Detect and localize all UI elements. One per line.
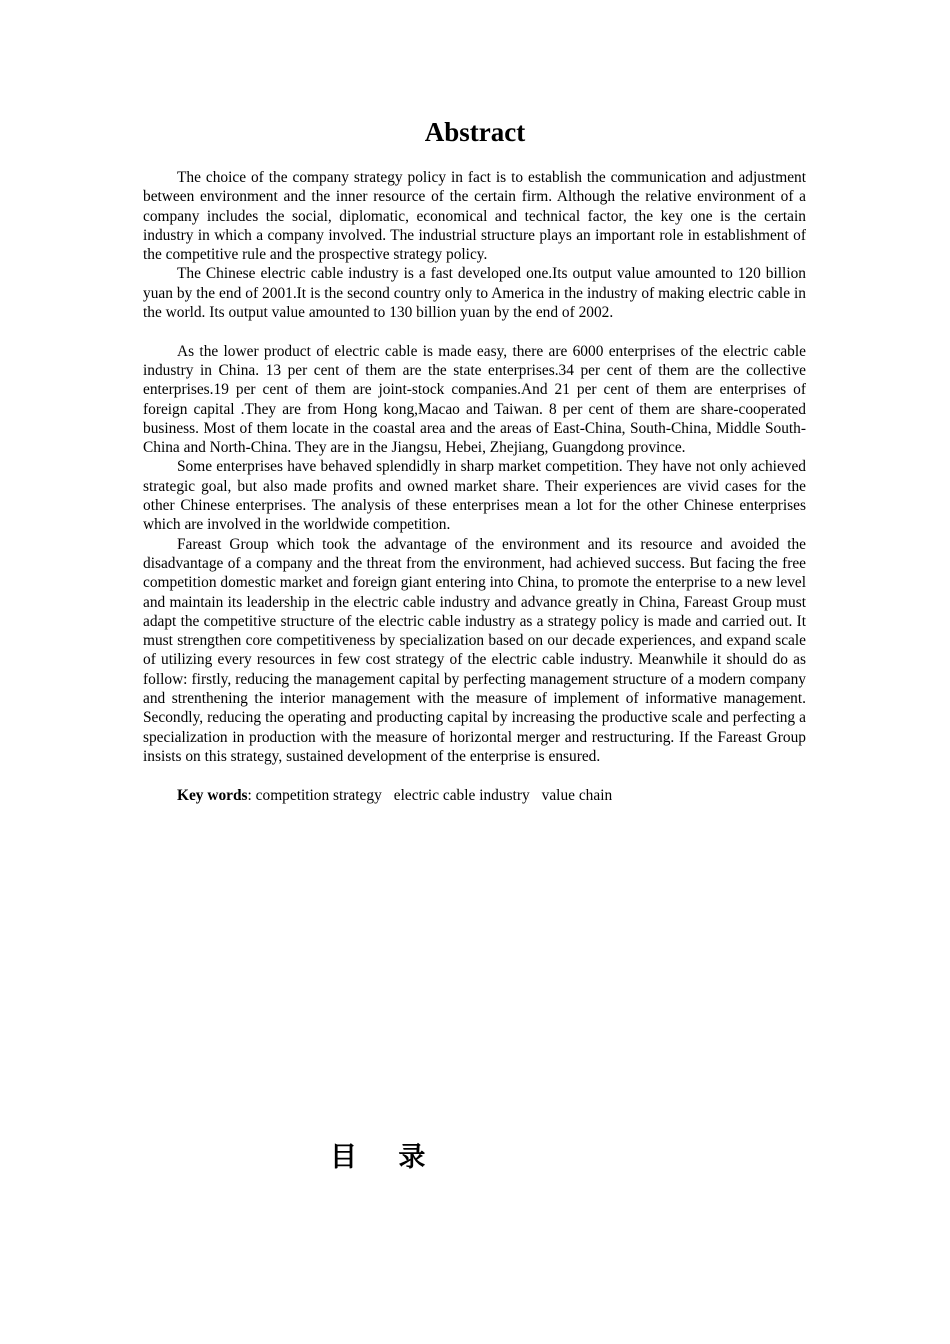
keywords-line (143, 786, 806, 805)
abstract-paragraph: As the lower product of electric cable is made easy, there are 6000 enterprises of the electric cable industry in China. 13 per cent of them are the state enterprises.34 per cent of them are the collective enterprises.19 per cent of them are joint-stock companies.And 21 per cent of them are enterprises of foreign capital .They are from Hong kong,Macao and Taiwan. 8 per cent of them are share-cooperated business. Most of them locate in the coastal area and the areas of East-China, South-China, Middle South-China and North-China. They are in the Jiangsu, Hebei, Zhejiang, Guangdong province. (143, 342, 806, 457)
keywords-label: Key words (177, 786, 248, 804)
keyword-item: value chain (541, 786, 613, 804)
abstract-paragraph: Some enterprises have behaved splendidly in sharp market competition. They have not only achieved strategic goal, but also made profits and owned market share. Their experiences are vivid cases for the other Chinese enterprises. The analysis of these enterprises mean a lot for the other Chinese enterprises which are involved in the worldwide competition. (143, 458, 806, 534)
keyword-item: competition strategy (255, 786, 382, 804)
abstract-paragraph: The Chinese electric cable industry is a fast developed one.Its output value amounted to 120 billion yuan by the end of 2001.It is the second country only to America in the industry of making electric cable in the world. Its output value amounted to 130 billion yuan by the end of 2002. (143, 265, 806, 322)
keyword-item: electric cable industry (393, 786, 530, 804)
abstract-paragraph: Fareast Group which took the advantage of the environment and its resource and avoided the disadvantage of a company and the threat from the environment, had achieved success. But facing the free competition domestic market and foreign giant entering into China, to promote the enterprise to a new level and maintain its leadership in the electric cable industry and advance greatly in China, Fareast Group must adapt the competitive structure of the electric cable industry as a strategy policy is made and carried out. It must strengthen core competitiveness by specialization based on our decade experiences, and expand scale of utilizing every resources in few cost strategy of the electric cable industry. Meanwhile it should do as follow: firstly, reducing the management capital by perfecting management structure of a modern company and strenthening the interior management with the measure of implement of informative management. Secondly, reducing the operating and producting capital by increasing the productive scale and perfecting a specialization in production with the measure of horizontal merger and restructuring. If the Fareast Group insists on this strategy, sustained development of the enterprise is ensured. (143, 535, 806, 765)
abstract-title: Abstract (424, 117, 526, 147)
abstract-body (143, 168, 806, 805)
keywords-separator: : (247, 786, 256, 804)
abstract-paragraph: The choice of the company strategy policy in fact is to establish the communication and adjustment between environment and the inner resource of the certain firm. Although the relative environment of a company includes the social, diplomatic, economical and technical factor, the key one is the certain industry in which a company involved. The industrial structure plays an important role in establishment of the competitive rule and the prospective strategy policy. (143, 169, 806, 264)
table-of-contents-title: 目 录 (330, 1142, 442, 1173)
